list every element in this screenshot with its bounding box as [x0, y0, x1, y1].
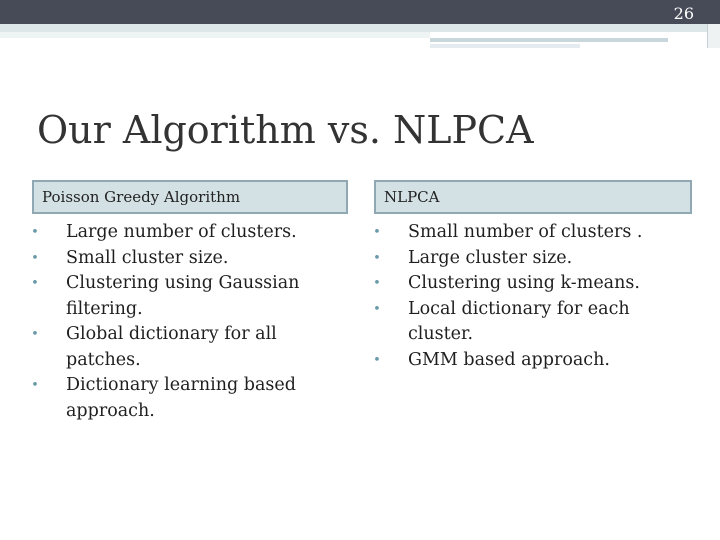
- bullet-dot-icon: •: [373, 276, 381, 291]
- bullet-text: Local dictionary for each cluster.: [408, 298, 630, 344]
- bullet-dot-icon: •: [373, 352, 381, 368]
- bullet-text: Global dictionary for all patches.: [66, 324, 277, 370]
- list-item: [372, 246, 662, 272]
- list-item: [30, 220, 330, 246]
- decorative-stripe: [0, 32, 430, 38]
- slide-title: Our Algorithm vs. NLPCA: [37, 108, 534, 152]
- bullet-text: GMM based approach.: [408, 349, 610, 370]
- bullet-dot-icon: •: [31, 378, 39, 393]
- list-item: [372, 220, 662, 246]
- bullet-text: Clustering using k-means.: [408, 273, 640, 293]
- list-item: [30, 246, 330, 272]
- decorative-stripe: [430, 44, 580, 48]
- bullet-text: Large cluster size.: [408, 247, 573, 268]
- bullet-dot-icon: •: [31, 250, 39, 266]
- list-item: [372, 271, 662, 297]
- list-item: [30, 322, 330, 373]
- page-number: 26: [673, 4, 694, 23]
- bullet-text: Small number of clusters .: [408, 222, 643, 242]
- list-item: [372, 297, 662, 348]
- list-item: [30, 373, 330, 424]
- bullet-text: Dictionary learning based approach.: [66, 375, 296, 421]
- bullet-dot-icon: •: [31, 327, 39, 342]
- left-column-header: Poisson Greedy Algorithm: [32, 180, 348, 214]
- decorative-stripe: [0, 24, 720, 32]
- list-item: [372, 348, 662, 374]
- bullet-dot-icon: •: [373, 225, 381, 240]
- bullet-dot-icon: •: [31, 276, 39, 291]
- bullet-dot-icon: •: [373, 250, 381, 266]
- bullet-dot-icon: •: [31, 225, 39, 240]
- left-bullet-list: [30, 220, 330, 424]
- bullet-text: Clustering using Gaussian filtering.: [66, 273, 300, 319]
- list-item: [30, 271, 330, 322]
- right-column-header: NLPCA: [374, 180, 692, 214]
- bullet-dot-icon: •: [373, 301, 381, 317]
- top-bar: [0, 0, 720, 24]
- bullet-text: Small cluster size.: [66, 247, 229, 268]
- right-bullet-list: [372, 220, 662, 373]
- bullet-text: Large number of clusters.: [66, 222, 297, 242]
- decorative-stripe: [430, 38, 668, 42]
- decorative-corner: [707, 24, 720, 48]
